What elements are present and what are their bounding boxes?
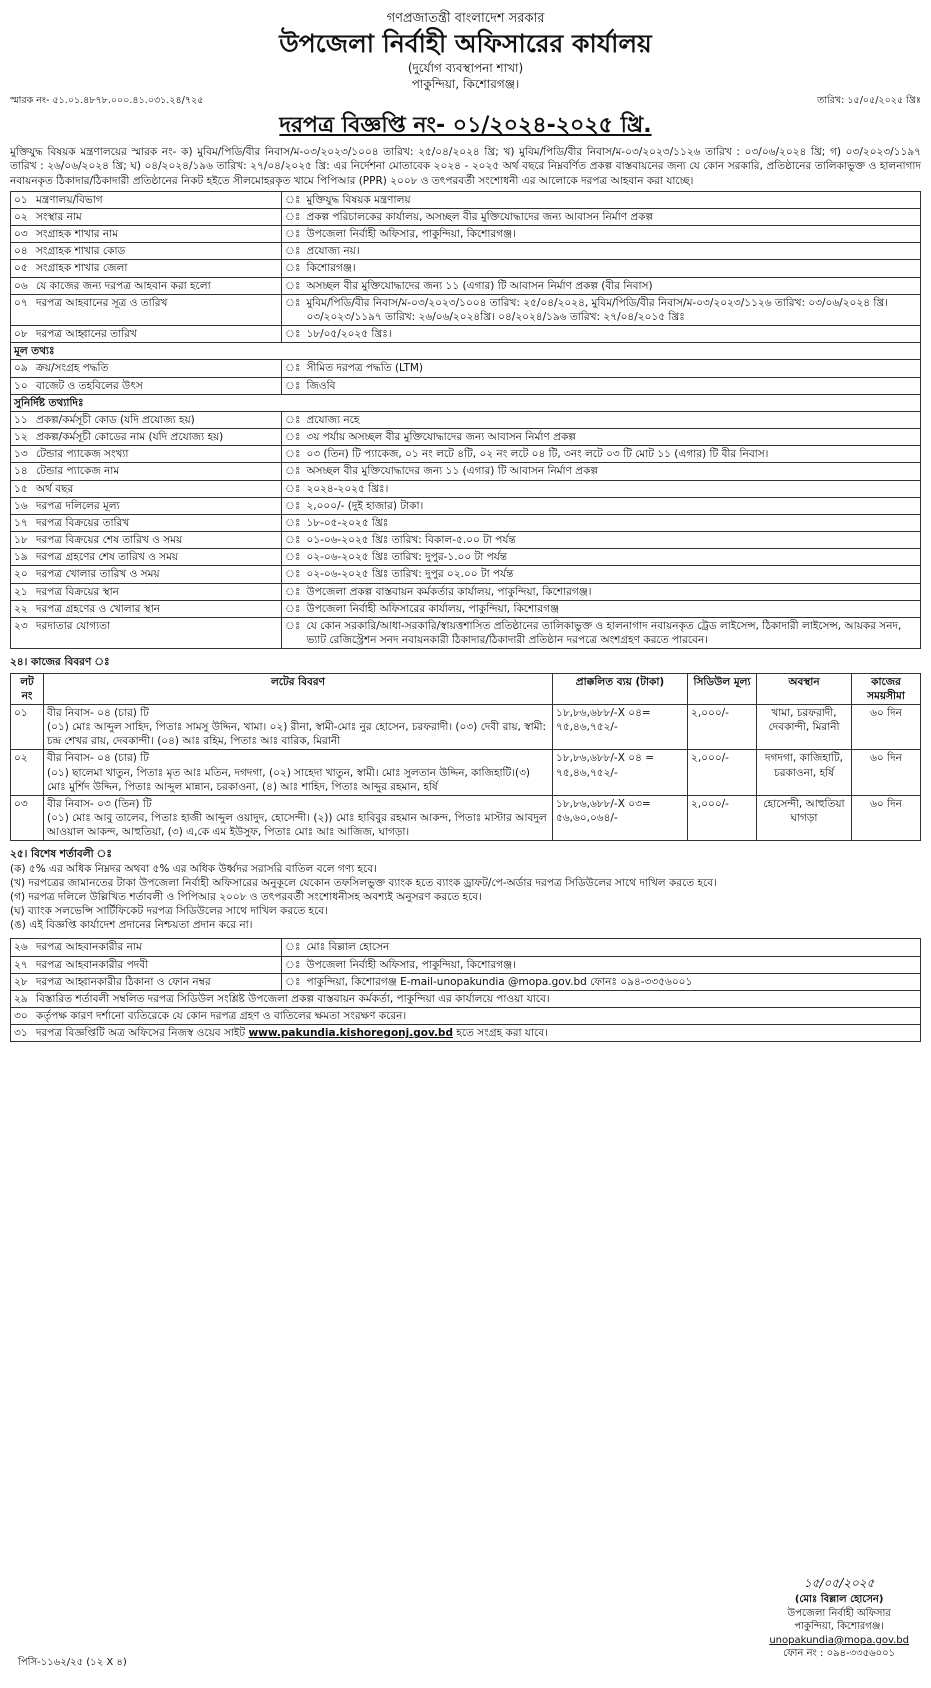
row-label: দরপত্র খোলার তারিখ ও সময় bbox=[33, 566, 282, 583]
work-description-heading: ২৪। কাজের বিবরণ ঃ bbox=[10, 656, 110, 669]
lots-table bbox=[10, 673, 921, 842]
print-code: পিসি-১১৬২/২৫ (১২ X ৪) bbox=[18, 1657, 127, 1668]
special-conditions bbox=[10, 847, 921, 932]
row-separator: ঃ bbox=[282, 956, 304, 973]
info-row bbox=[11, 480, 921, 497]
row-text: কর্তৃপক্ষ কারণ দর্শানো ব্যতিরেকে যে কোন দরপত্র গ্রহণ ও বাতিলের ক্ষমতা সংরক্ষণ করেন। bbox=[33, 1008, 921, 1025]
lot-description bbox=[44, 795, 553, 841]
signatory-title: উপজেলা নির্বাহী অফিসার bbox=[787, 1607, 891, 1619]
issuer-row bbox=[11, 973, 921, 990]
row-value: পাকুন্দিয়া, কিশোরগঞ্জ E-mail-unopakundia @mopa.gov.bd ফোনঃ ০৯৪-৩৩৫৬০০১ bbox=[303, 973, 920, 990]
row-label: দরপত্র দলিলের মূল্য bbox=[33, 497, 282, 514]
row-label: প্রকল্প/কর্মসূচী কোডের নাম (যদি প্রযোজ্য হয়) bbox=[33, 429, 282, 446]
row-value: ২০২৪-২০২৫ খ্রিঃ। bbox=[303, 480, 920, 497]
row-number: ২৩ bbox=[11, 617, 34, 648]
lot-duration: ৬০ দিন bbox=[852, 704, 921, 750]
row-value: উপজেলা প্রকল্প বাস্তবায়ন কর্মকর্তার কার্যালয়, পাকুন্দিয়া, কিশোরগঞ্জ। bbox=[303, 583, 920, 600]
row-value: উপজেলা নির্বাহী অফিসার, পাকুন্দিয়া, কিশোরগঞ্জ। bbox=[303, 226, 920, 243]
row-label: দরপত্র গ্রহণের শেষ তারিখ ও সময় bbox=[33, 549, 282, 566]
lot-schedule-price: ২,০০০/- bbox=[688, 704, 757, 750]
row-value: প্রযোজ্য নয়। bbox=[303, 243, 920, 260]
info-row bbox=[11, 514, 921, 531]
row-value: মোঃ বিল্লাল হোসেন bbox=[303, 939, 920, 956]
section-row bbox=[11, 394, 921, 411]
row-value: ২,০০০/- (দুই হাজার) টাকা। bbox=[303, 497, 920, 514]
row-label: দরপত্র আহ্বানের তারিখ bbox=[33, 326, 282, 343]
row-separator: ঃ bbox=[282, 429, 304, 446]
row-separator: ঃ bbox=[282, 260, 304, 277]
info-row bbox=[11, 617, 921, 648]
memo-row bbox=[10, 95, 921, 108]
info-row bbox=[11, 360, 921, 377]
intro-paragraph: মুক্তিযুদ্ধ বিষয়ক মন্ত্রণালয়ের স্মারক নং- ক) মুবিম/পিডি/বীর নিবাস/ম-০৩/২০২৩/১০০৪ তারিখ: ২৫/০৪/২০২৪ খ্রি; খ) মুবিম/পিডি/বীর নিবাস/ম-০৩/২০২৩/১১২৬ তারিখ : ০৩/০৬/২০২৪ খ্রি; গ) ০৩/২০২৩/১১৯৭ তারিখ : ২৬/০৬/২০২৪ খ্রি; ঘ) ০৪/২০২৪/১৯৬ তারিখ: ২৭/০৪/২০২৫ খ্রি: এর নির্দেশনা মোতাবেক ২০২৪ - ২০২৫ অর্থ বছরে নিম্নবর্ণিত প্রকল্প বাস্তবায়নের জন্য যে কোন সরকারি, প্রতিষ্ঠানের তালিকাভুক্ত ও হালনাগাদ নবায়নকৃত ঠিকাদার/ঠিকাদারী প্রতিষ্ঠানের নিকট হইতে সীলমোহরকৃত খামে পিপিআর (PPR) ২০০৮ ও তৎপরবর্তী সংশোধনী এর আলোকে দরপত্র আহবান করা যাচ্ছে। bbox=[10, 146, 921, 187]
lot-title: বীর নিবাস- ০৩ (তিন) টি bbox=[47, 797, 152, 810]
lot-details: (০১) মোঃ আবু তালেব, পিতাঃ হাজী আব্দুল ওয়াদুদ, হোসেন্দী। (২)) মোঃ হাবিবুর রহমান আকন্দ, পিতাঃ মাস্টার আবদুল আওয়াল আকন্দ, আহুতিয়া, (৩) এ,কে এম ইউসুফ, পিতাঃ মোঃ আঃ আজিজ, ঘাগড়া। bbox=[47, 812, 547, 839]
issuer-info-table bbox=[10, 938, 921, 1042]
row-value: উপজেলা নির্বাহী অফিসারের কার্যালয়, পাকুন্দিয়া, কিশোরগঞ্জ bbox=[303, 600, 920, 617]
info-row bbox=[11, 377, 921, 394]
lot-location: হোসেন্দী, আহুতিয়া ঘাগড়া bbox=[757, 795, 852, 841]
row-label: দরপত্র গ্রহণের ও খোলার স্থান bbox=[33, 600, 282, 617]
lot-location: খামা, চরফরাদী, দেবকান্দী, মিরানী bbox=[757, 704, 852, 750]
row-number: ২৮ bbox=[11, 973, 34, 990]
signatory-name: (মোঃ বিল্লাল হোসেন) bbox=[794, 1594, 884, 1606]
lot-location: দগদগা, কাজিহাটি, চরকাওনা, হর্ষি bbox=[757, 750, 852, 796]
row-value: ০৩ (তিন) টি প্যাকেজ, ০১ নং লটে ৪টি, ০২ নং লটে ০৪ টি, ৩নং লটে ০৩ টি মোট ১১ (এগার) টি বীর নিবাস। bbox=[303, 446, 920, 463]
lot-description bbox=[44, 704, 553, 750]
row-number: ১৮ bbox=[11, 532, 34, 549]
row-number: ২০ bbox=[11, 566, 34, 583]
row-separator: ঃ bbox=[282, 583, 304, 600]
lots-column-header: সিডিউল মূল্য bbox=[688, 673, 757, 704]
info-row bbox=[11, 411, 921, 428]
row-number: ৩১ bbox=[11, 1025, 34, 1042]
office-location: পাকুন্দিয়া, কিশোরগঞ্জ। bbox=[411, 77, 520, 92]
row-label: ক্রয়/সংগ্রহ পদ্ধতি bbox=[33, 360, 282, 377]
lot-number: ০৩ bbox=[11, 795, 44, 841]
memo-number: স্মারক নং- ৫১.০১.৪৮৭৮.০০০.৪১.০৩১.২৪/৭২৫ bbox=[10, 94, 204, 106]
row-number: ০৮ bbox=[11, 326, 34, 343]
signatory-phone: ফোন নং : ০৯৪-৩৩৫৬০০১ bbox=[783, 1648, 896, 1660]
special-condition-item: (ক) ৫% এর অধিক নিম্নদর অথবা ৫% এর অধিক উর্ধ্বদর সরাসরি বাতিল বলে গণ্য হবে। bbox=[10, 862, 377, 875]
row-separator: ঃ bbox=[282, 566, 304, 583]
row-number: ০২ bbox=[11, 208, 34, 225]
info-row bbox=[11, 583, 921, 600]
signatory-place: পাকুন্দিয়া, কিশোরগঞ্জ। bbox=[794, 1621, 884, 1633]
lots-column-header: লটের বিবরণ bbox=[44, 673, 553, 704]
notice-title: দরপত্র বিজ্ঞপ্তি নং- ০১/২০২৪-২০২৫ খ্রি. bbox=[279, 113, 652, 139]
row-separator: ঃ bbox=[282, 617, 304, 648]
row-label: সংস্থার নাম bbox=[33, 208, 282, 225]
row-separator: ঃ bbox=[282, 939, 304, 956]
row-value: ০২-০৬-২০২৫ খ্রিঃ তারিখ: দুপুর-১.০০ টা পর্যন্ত bbox=[303, 549, 920, 566]
memo-date: তারিখ: ১৫/০৫/২০২৫ খ্রিঃ bbox=[817, 94, 921, 106]
row-value: ০২-০৬-২০২৫ খ্রিঃ তারিখ: দুপুর ০২.০০ টা পর্যন্ত bbox=[303, 566, 920, 583]
row-number: ০৯ bbox=[11, 360, 34, 377]
info-row bbox=[11, 277, 921, 294]
row-label: মন্ত্রণালয়/বিভাগ bbox=[33, 191, 282, 208]
row-label: দরপত্র আহ্বানকারীর ঠিকানা ও ফোন নম্বর bbox=[33, 973, 282, 990]
info-row bbox=[11, 600, 921, 617]
row-separator: ঃ bbox=[282, 463, 304, 480]
row-value: ১৮-০৫-২০২৫ খ্রিঃ bbox=[303, 514, 920, 531]
lots-column-header: অবস্থান bbox=[757, 673, 852, 704]
row-separator: ঃ bbox=[282, 277, 304, 294]
row-separator: ঃ bbox=[282, 226, 304, 243]
row-label: সংগ্রাহক শাখার নাম bbox=[33, 226, 282, 243]
row-separator: ঃ bbox=[282, 360, 304, 377]
row-separator: ঃ bbox=[282, 208, 304, 225]
row-label: দরপত্র আহবানের সূত্র ও তারিখ bbox=[33, 294, 282, 325]
signatory-email[interactable]: unopakundia@mopa.gov.bd bbox=[769, 1634, 909, 1646]
row-value: জিওবি bbox=[303, 377, 920, 394]
row-label: অর্থ বছর bbox=[33, 480, 282, 497]
lot-duration: ৬০ দিন bbox=[852, 750, 921, 796]
lot-title: বীর নিবাস- ০৪ (চার) টি bbox=[47, 706, 149, 719]
section-label: সুনির্দিষ্ট তথ্যাদিঃ bbox=[11, 394, 921, 411]
row-separator: ঃ bbox=[282, 514, 304, 531]
row-label: টেন্ডার প্যাকেজ সংখ্যা bbox=[33, 446, 282, 463]
row-label: দরপত্র আহবানকারীর পদবী bbox=[33, 956, 282, 973]
info-row bbox=[11, 191, 921, 208]
website-post-text: হতে সংগ্রহ করা যাবে। bbox=[452, 1027, 548, 1040]
row-number: ২১ bbox=[11, 583, 34, 600]
row-number: ১২ bbox=[11, 429, 34, 446]
lot-estimated-cost: ১৮,৮৬,৬৮৮/-X ০৪= ৭৫,৪৬,৭৫২/- bbox=[553, 704, 688, 750]
section-label: মূল তথ্যঃ bbox=[11, 343, 921, 360]
row-number: ০৩ bbox=[11, 226, 34, 243]
special-condition-item: (ঘ) ব্যাংক সলভেন্সি সার্টিফিকেট দরপত্র সিডিউলের সাথে দাখিল করতে হবে। bbox=[10, 905, 328, 918]
lots-column-header: কাজের সময়সীমা bbox=[852, 673, 921, 704]
row-number: ১৭ bbox=[11, 514, 34, 531]
row-number: ১৪ bbox=[11, 463, 34, 480]
row-value: প্রকল্প পরিচালকের কার্যালয়, অসচ্ছল বীর মুক্তিযোদ্ধাদের জন্য আবাসন নির্মাণ প্রকল্প bbox=[303, 208, 920, 225]
row-number: ১৩ bbox=[11, 446, 34, 463]
row-value: সীমিত দরপত্র পদ্ধতি (LTM) bbox=[303, 360, 920, 377]
info-row bbox=[11, 208, 921, 225]
website-row bbox=[11, 1025, 921, 1042]
lot-number: ০১ bbox=[11, 704, 44, 750]
info-row bbox=[11, 326, 921, 343]
row-label: যে কাজের জন্য দরপত্র আহবান করা হলো bbox=[33, 277, 282, 294]
lot-duration: ৬০ দিন bbox=[852, 795, 921, 841]
row-label: দরদাতার যোগ্যতা bbox=[33, 617, 282, 648]
government-line: গণপ্রজাতন্ত্রী বাংলাদেশ সরকার bbox=[386, 11, 545, 26]
lots-column-header: লট নং bbox=[11, 673, 44, 704]
lot-details: (০১) ছালেমা খাতুন, পিতাঃ মৃত আঃ মতিন, দগদগা, (০২) সাহেদা খাতুন, স্বামী। মোঃ সুলতান উদ্দিন, কাজিহাটি।(৩) মোঃ মুর্শিদ উদ্দিন, পিতাঃ আব্দুল মান্নান, চরকাওনা, (৪) আঃ শাহিদ, পিতাঃ আব্দুর রহমান, হর্ষি bbox=[47, 766, 531, 793]
row-label: বাজেট ও তহবিলের উৎস bbox=[33, 377, 282, 394]
row-value: প্রযোজ্য নহে bbox=[303, 411, 920, 428]
website-text bbox=[33, 1025, 921, 1042]
info-row bbox=[11, 429, 921, 446]
row-separator: ঃ bbox=[282, 549, 304, 566]
row-number: ০৬ bbox=[11, 277, 34, 294]
row-separator: ঃ bbox=[282, 973, 304, 990]
lot-details: (০১) মোঃ আব্দুল সাহিদ, পিতাঃ সামসু উদ্দিন, খামা। ০২) রীনা, স্বামী-মোঃ নুর হোসেন, চরফরাদী। (০৩) দেবী রায়, স্বামী: চন্দ্র শেখর রায়, দেবকান্দী। (০৪) আঃ রহিম, পিতাঃ আঃ বারিক, মিরানী bbox=[47, 721, 547, 748]
special-condition-item: (খ) দরপত্রের জামানতের টাকা উপজেলা নির্বাহী অফিসারের অনুকূলে যেকোন তফসিলভুক্ত ব্যাংক হতে ব্যাংক ড্রাফট/পে-অর্ডার দরপত্র সিডিউলের সাথে দাখিল করতে হবে। bbox=[10, 876, 717, 889]
row-separator: ঃ bbox=[282, 191, 304, 208]
row-number: ১০ bbox=[11, 377, 34, 394]
row-value: অসচ্ছল বীর মুক্তিযোদ্ধাদের জন্য ১১ (এগার) টি আবাসন নির্মাণ প্রকল্প (বীর নিবাস) bbox=[303, 277, 920, 294]
row-text: বিস্তারিত শর্তাবলী সম্বলিত দরপত্র সিডিউল সংশ্লিষ্ট উপজেলা প্রকল্প বাস্তবায়ন কর্মকর্তা, পাকুন্দিয়া এর কার্যালয়ে পাওয়া যাবে। bbox=[33, 990, 921, 1007]
lot-schedule-price: ২,০০০/- bbox=[688, 750, 757, 796]
lot-row bbox=[11, 704, 921, 750]
info-row bbox=[11, 446, 921, 463]
website-pre-text: দরপত্র বিজ্ঞপ্তিটি অত্র অফিসের নিজস্ব ওয়েব সাইট bbox=[36, 1027, 249, 1040]
website-link[interactable]: www.pakundia.kishoregonj.gov.bd bbox=[248, 1027, 453, 1040]
lot-number: ০২ bbox=[11, 750, 44, 796]
row-number: ১৬ bbox=[11, 497, 34, 514]
section-row bbox=[11, 343, 921, 360]
row-separator: ঃ bbox=[282, 377, 304, 394]
branch-name: (দুর্যোগ ব্যবস্থাপনা শাখা) bbox=[407, 61, 524, 76]
lot-description bbox=[44, 750, 553, 796]
lot-row bbox=[11, 750, 921, 796]
row-separator: ঃ bbox=[282, 243, 304, 260]
row-number: ২৭ bbox=[11, 956, 34, 973]
lot-estimated-cost: ১৮,৮৬,৬৮৮/-X ০৪ = ৭৫,৪৬,৭৫২/- bbox=[553, 750, 688, 796]
row-separator: ঃ bbox=[282, 480, 304, 497]
row-label: টেন্ডার প্যাকেজ নাম bbox=[33, 463, 282, 480]
row-separator: ঃ bbox=[282, 446, 304, 463]
info-row bbox=[11, 294, 921, 325]
row-label: সংগ্রাহক শাখার কোড bbox=[33, 243, 282, 260]
row-value: ০১-০৬-২০২৫ খ্রিঃ তারিখ: বিকাল-৫.০০ টা পর্যন্ত bbox=[303, 532, 920, 549]
row-separator: ঃ bbox=[282, 411, 304, 428]
row-value: ১৮/০৫/২০২৫ খ্রিঃ। bbox=[303, 326, 920, 343]
row-number: ২৬ bbox=[11, 939, 34, 956]
row-label: দরপত্র বিক্রয়ের তারিখ bbox=[33, 514, 282, 531]
row-label: দরপত্র বিক্রয়ের শেষ তারিখ ও সময় bbox=[33, 532, 282, 549]
info-row bbox=[11, 463, 921, 480]
row-number: ০৪ bbox=[11, 243, 34, 260]
row-number: ০১ bbox=[11, 191, 34, 208]
row-value: অসচ্ছল বীর মুক্তিযোদ্ধাদের জন্য ১১ (এগার) টি আবাসন নির্মাণ প্রকল্প bbox=[303, 463, 920, 480]
letterhead bbox=[10, 0, 921, 93]
issuer-row bbox=[11, 939, 921, 956]
row-number: ০৫ bbox=[11, 260, 34, 277]
info-row bbox=[11, 532, 921, 549]
info-row bbox=[11, 497, 921, 514]
lot-schedule-price: ২,০০০/- bbox=[688, 795, 757, 841]
row-number: ১৯ bbox=[11, 549, 34, 566]
office-name: উপজেলা নির্বাহী অফিসারের কার্যালয় bbox=[279, 28, 652, 58]
row-number: ২৯ bbox=[11, 990, 34, 1007]
row-separator: ঃ bbox=[282, 326, 304, 343]
notice-row bbox=[11, 990, 921, 1007]
special-condition-item: (ঙ) এই বিজ্ঞপ্তি কার্যাদেশ প্রদানের নিশ্চয়তা প্রদান করে না। bbox=[10, 919, 253, 932]
row-separator: ঃ bbox=[282, 497, 304, 514]
signature-block bbox=[769, 1575, 909, 1661]
row-number: ১১ bbox=[11, 411, 34, 428]
tender-notice-page bbox=[10, 0, 921, 1668]
row-label: সংগ্রাহক শাখার জেলা bbox=[33, 260, 282, 277]
row-value: উপজেলা নির্বাহী অফিসার, পাকুন্দিয়া, কিশোরগঞ্জ। bbox=[303, 956, 920, 973]
issuer-row bbox=[11, 956, 921, 973]
row-value: কিশোরগঞ্জ। bbox=[303, 260, 920, 277]
info-row bbox=[11, 243, 921, 260]
row-label: দরপত্র বিক্রয়ের স্থান bbox=[33, 583, 282, 600]
lot-title: বীর নিবাস- ০৪ (চার) টি bbox=[47, 752, 149, 765]
signature-scribble: ১৫/০৫/২০২৫ bbox=[803, 1576, 875, 1590]
notice-row bbox=[11, 1008, 921, 1025]
row-number: ২২ bbox=[11, 600, 34, 617]
row-separator: ঃ bbox=[282, 600, 304, 617]
row-number: ০৭ bbox=[11, 294, 34, 325]
lot-row bbox=[11, 795, 921, 841]
row-value: মুক্তিযুদ্ধ বিষয়ক মন্ত্রণালয় bbox=[303, 191, 920, 208]
tender-info-table bbox=[10, 191, 921, 650]
row-number: ১৫ bbox=[11, 480, 34, 497]
special-conditions-heading: ২৫। বিশেষ শর্তাবলী ঃ bbox=[10, 848, 112, 861]
row-value: ৩য় পর্যায় অসচ্ছল বীর মুক্তিযোদ্ধাদের জন্য আবাসন নির্মাণ প্রকল্প bbox=[303, 429, 920, 446]
row-separator: ঃ bbox=[282, 532, 304, 549]
row-value: যে কোন সরকারি/আধা-সরকারি/স্বায়ত্তশাসিত প্রতিষ্ঠানের তালিকাভুক্ত ও হালনাগাদ নবায়নকৃত ট্রেড লাইসেন্স, ঠিকাদারী লাইসেন্স, আয়কর সনদ, ভ্যাট রেজিস্ট্রেশন সনদ নবায়নকারী ঠিকাদার/ঠিকাদারী প্রতিষ্ঠান দরপত্রে অংশগ্রহণ করতে পারবেন। bbox=[303, 617, 920, 648]
row-value: মুবিম/পিডি/বীর নিবাস/ম-০৩/২০২৩/১০০৪ তারিখ: ২৫/০৪/২০২৪, মুবিম/পিডি/বীর নিবাস/ম-০৩/২০২৩/১১২৬ তারিখ: ০৩/০৬/২০২৪ খ্রি। ০৩/২০২৩/১১৯৭ তারিখ: ২৬/০৬/২০২৪খ্রি। ০৪/২০২৪/১৯৬ তারিখ: ২৭/০৪/২০১৫ খ্রিঃ bbox=[303, 294, 920, 325]
row-label: দরপত্র আহবানকারীর নাম bbox=[33, 939, 282, 956]
info-row bbox=[11, 549, 921, 566]
special-condition-item: (গ) দরপত্র দলিলে উল্লিখিত শর্তাবলী ও পিপিআর ২০০৮ ও তৎপরবর্তী সংশোধনীসহ অবশ্যই অনুসরণ করতে হবে। bbox=[10, 890, 482, 903]
info-row bbox=[11, 566, 921, 583]
info-row bbox=[11, 260, 921, 277]
row-separator: ঃ bbox=[282, 294, 304, 325]
lots-column-header: প্রাক্কলিত ব্যয় (টাকা) bbox=[553, 673, 688, 704]
lot-estimated-cost: ১৮,৮৬,৬৮৮/-X ০৩= ৫৬,৬০,০৬৪/- bbox=[553, 795, 688, 841]
row-label: প্রকল্প/কর্মসূচী কোড (যদি প্রযোজ্য হয়) bbox=[33, 411, 282, 428]
info-row bbox=[11, 226, 921, 243]
row-number: ৩০ bbox=[11, 1008, 34, 1025]
